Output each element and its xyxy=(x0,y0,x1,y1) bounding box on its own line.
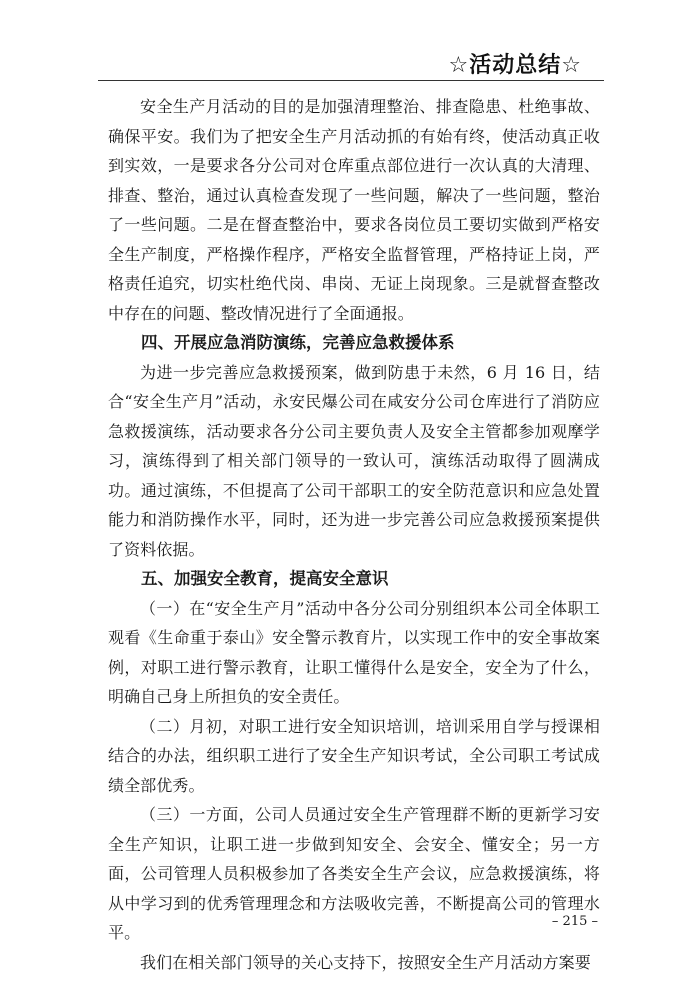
paragraph-education-item-2: （二）月初，对职工进行安全知识培训，培训采用自学与授课相结合的办法，组织职工进行了安全生产知识考试，全公司职工考试成绩全部优秀。 xyxy=(108,716,600,795)
paragraph-education-item-3: （三）一方面，公司人员通过安全生产管理群不断的更新学习安全生产知识，让职工进一步做到知安全、会安全、懂安全；另一方面，公司管理人员积极参加了各类安全生产会议，应急救援演练，将从中学习到的优秀管理理念和方法吸收完善，不断提高公司的管理水平。 xyxy=(108,805,600,942)
section-heading-safety-education: 五、加强安全教育，提高安全意识 xyxy=(141,569,389,588)
paragraph-closing: 我们在相关部门领导的关心支持下，按照安全生产月活动方案要 xyxy=(140,952,591,972)
document-body xyxy=(108,92,600,977)
page-number: – 215 – xyxy=(551,914,598,929)
paragraph-activity-purpose: 安全生产月活动的目的是加强清理整治、排查隐患、杜绝事故、确保平安。我们为了把安全生产月活动抓的有始有终，使活动真正收到实效，一是要求各分公司对仓库重点部位进行一次认真的大清理、排查、整治，通过认真检查发现了一些问题，解决了一些问题，整治了一些问题。二是在督查整治中，要求各岗位员工要切实做到严格安全生产制度，严格操作程序，严格安全监督管理，严格持证上岗，严格责任追究，切实杜绝代岗、串岗、无证上岗现象。三是就督查整改中存在的问题、整改情况进行了全面通报。 xyxy=(108,97,600,323)
paragraph-fire-drill: 为进一步完善应急救援预案，做到防患于未然，6 月 16 日，结合“安全生产月”活动，永安民爆公司在咸安分公司仓库进行了消防应急救援演练，活动要求各分公司主要负责人及安全主管都参加观摩学习，演练得到了相关部门领导的一致认可，演练活动取得了圆满成功。通过演练，不但提高了公司干部职工的安全防范意识和应急处置能力和消防操作水平，同时，还为进一步完善公司应急救援预案提供了资料依据。 xyxy=(108,362,600,559)
page-header-title: ☆活动总结☆ xyxy=(448,53,582,78)
section-heading-fire-drill: 四、开展应急消防演练，完善应急救援体系 xyxy=(141,333,455,352)
paragraph-education-item-1: （一）在“安全生产月”活动中各分公司分别组织本公司全体职工观看《生命重于泰山》安全警示教育片，以实现工作中的安全事故案例，对职工进行警示教育，让职工懂得什么是安全，安全为了什么，明确自己身上所担负的安全责任。 xyxy=(108,598,600,706)
header-divider xyxy=(98,80,604,81)
